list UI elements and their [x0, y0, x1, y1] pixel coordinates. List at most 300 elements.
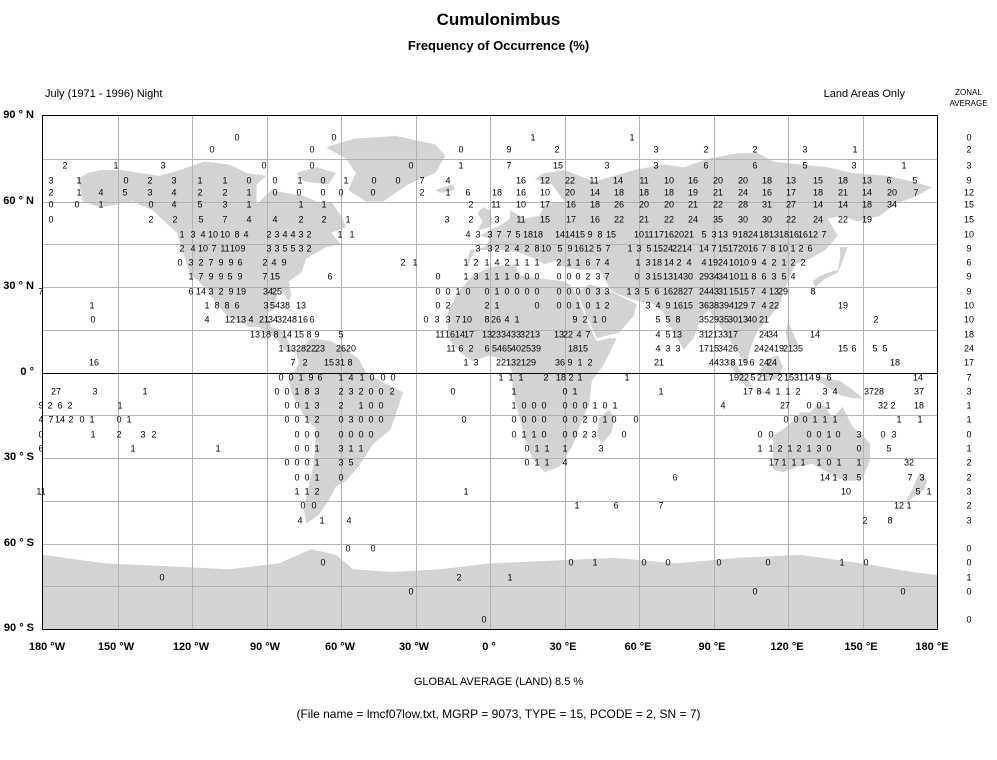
grid-value: 9	[237, 271, 243, 282]
grid-value: 2	[198, 257, 204, 268]
grid-value: 0	[368, 400, 374, 411]
grid-value: 1	[314, 443, 320, 454]
grid-value: 14	[663, 257, 675, 268]
grid-value: 8	[273, 329, 279, 340]
grid-value: 0	[358, 414, 364, 425]
grid-value: 6	[458, 343, 464, 354]
grid-value: 28	[295, 343, 307, 354]
grid-value: 0	[338, 414, 344, 425]
grid-value: 2	[67, 400, 73, 411]
grid-value: 2	[197, 187, 203, 198]
grid-value: 15	[728, 286, 740, 297]
grid-value: 21	[782, 343, 794, 354]
lon-label: 150 °E	[844, 641, 878, 653]
grid-value: 1	[524, 257, 530, 268]
zonal-average-header	[940, 87, 997, 109]
grid-value: 6	[237, 257, 243, 268]
zonal-average-value: 10	[963, 229, 975, 240]
grid-value: 0	[294, 429, 300, 440]
grid-value: 4	[190, 243, 196, 254]
grid-value: 1	[358, 400, 364, 411]
zonal-average-value: 2	[966, 472, 972, 483]
grid-value: 1	[901, 160, 907, 171]
grid-value: 24	[687, 214, 699, 225]
grid-value: 0	[304, 457, 310, 468]
grid-value: 24	[812, 214, 824, 225]
grid-value: 15	[651, 271, 663, 282]
grid-value: 3	[591, 429, 597, 440]
grid-value: 13	[768, 286, 780, 297]
grid-value: 29	[525, 357, 537, 368]
grid-value: 4	[761, 300, 767, 311]
grid-value: 18	[758, 229, 770, 240]
grid-value: 3	[338, 457, 344, 468]
grid-value: 32	[877, 400, 889, 411]
grid-value: 1	[498, 372, 504, 383]
grid-value: 2	[468, 199, 474, 210]
grid-value: 0	[531, 414, 537, 425]
grid-value: 1	[514, 257, 520, 268]
grid-value: 20	[712, 175, 724, 186]
grid-value: 1	[298, 372, 304, 383]
grid-value: 3	[675, 343, 681, 354]
grid-value: 0	[816, 400, 822, 411]
grid-value: 2	[873, 314, 879, 325]
grid-value: 2	[582, 429, 588, 440]
grid-value: 44	[708, 357, 720, 368]
grid-value: 2	[604, 300, 610, 311]
grid-value: 31	[698, 329, 710, 340]
grid-value: 9	[572, 314, 578, 325]
grid-value: 0	[294, 457, 300, 468]
grid-value: 0	[856, 443, 862, 454]
grid-value: 22	[712, 199, 724, 210]
grid-value: 3	[445, 314, 451, 325]
lon-label: 30 °W	[398, 641, 430, 653]
grid-value: 21	[687, 199, 699, 210]
grid-value: 1	[504, 271, 510, 282]
grid-value: 0	[562, 386, 568, 397]
grid-value: 4	[38, 414, 44, 425]
grid-value: 38	[279, 300, 291, 311]
lon-label: 0 °	[482, 641, 496, 653]
lon-label: 180 °W	[28, 641, 66, 653]
grid-value: 0	[592, 414, 598, 425]
grid-value: 7	[419, 175, 425, 186]
grid-value: 8	[484, 314, 490, 325]
grid-value: 1	[204, 300, 210, 311]
grid-value: 13	[785, 175, 797, 186]
grid-value: 34	[717, 271, 729, 282]
grid-value: 0	[816, 429, 822, 440]
grid-value: 2	[148, 214, 154, 225]
grid-value: 19	[837, 300, 849, 311]
grid-value: 2	[116, 429, 122, 440]
grid-value: 7	[761, 243, 767, 254]
grid-value: 7	[198, 271, 204, 282]
grid-value: 0	[458, 144, 464, 155]
grid-value: 30	[761, 214, 773, 225]
grid-value: 65	[501, 343, 513, 354]
grid-value: 0	[716, 557, 722, 568]
grid-value: 18	[778, 229, 790, 240]
grid-value: 13	[737, 314, 749, 325]
grid-value: 0	[633, 414, 639, 425]
grid-value: 22	[785, 214, 797, 225]
grid-value: 25	[271, 286, 283, 297]
grid-value: 0	[288, 372, 294, 383]
grid-value: 3	[645, 300, 651, 311]
grid-value: 21	[756, 372, 768, 383]
grid-value: 38	[708, 300, 720, 311]
grid-value: 4	[655, 329, 661, 340]
grid-value: 1	[816, 457, 822, 468]
grid-value: 0	[541, 400, 547, 411]
grid-value: 0	[272, 187, 278, 198]
grid-value: 4	[297, 515, 303, 526]
grid-value: 1	[188, 271, 194, 282]
grid-value: 34	[500, 329, 512, 340]
grid-value: 2	[582, 414, 588, 425]
grid-value: 10	[633, 229, 645, 240]
grid-value: 0	[320, 175, 326, 186]
grid-value: 21	[712, 187, 724, 198]
lat-label: 60 ° S	[3, 537, 34, 549]
grid-value: 0	[601, 314, 607, 325]
grid-value: 12	[224, 314, 236, 325]
grid-value: 11	[589, 175, 599, 186]
grid-value: 22	[768, 300, 780, 311]
grid-value: 0	[304, 443, 310, 454]
grid-value: 22	[564, 175, 576, 186]
grid-value: 8	[214, 300, 220, 311]
grid-value: 8	[534, 243, 540, 254]
grid-value: 1	[511, 386, 517, 397]
grid-value: 34	[262, 286, 274, 297]
grid-value: 3	[771, 271, 777, 282]
grid-value: 18	[522, 229, 534, 240]
zonal-average-value: 0	[966, 543, 972, 554]
zonal-average-value: 1	[966, 572, 972, 583]
grid-value: 8	[770, 243, 776, 254]
grid-value: 9	[308, 372, 314, 383]
grid-value: 11	[644, 229, 654, 240]
grid-value: 10	[663, 175, 675, 186]
grid-value: 17	[727, 243, 739, 254]
grid-value: 1	[314, 472, 320, 483]
grid-value: 26	[613, 199, 625, 210]
grid-value: 29	[777, 286, 789, 297]
grid-value: 14	[837, 199, 849, 210]
grid-value: 12	[583, 243, 595, 254]
grid-value: 9	[314, 329, 320, 340]
grid-value: 1	[534, 257, 540, 268]
grid-value: 15	[605, 229, 617, 240]
grid-value: 1	[246, 187, 252, 198]
grid-value: 0	[541, 414, 547, 425]
grid-value: 7	[38, 286, 44, 297]
grid-value: 0	[311, 500, 317, 511]
grid-value: 11	[639, 175, 649, 186]
grid-value: 0	[534, 300, 540, 311]
grid-value: 0	[566, 271, 572, 282]
grid-value: 18	[913, 400, 925, 411]
grid-value: 18	[532, 229, 544, 240]
grid-value: 1	[297, 175, 303, 186]
grid-value: 11	[446, 343, 456, 354]
lat-label: 30 ° S	[3, 451, 34, 463]
lon-label: 90 °W	[249, 641, 281, 653]
grid-value: 14	[698, 243, 710, 254]
zonal-average-value: 3	[966, 386, 972, 397]
grid-value: 8	[306, 329, 312, 340]
grid-value: 1	[577, 372, 583, 383]
grid-value: 3	[494, 214, 500, 225]
grid-value: 5	[655, 314, 661, 325]
grid-value: 33	[718, 357, 730, 368]
grid-value: 7	[222, 214, 228, 225]
grid-value: 8	[756, 386, 762, 397]
grid-value: 0	[465, 286, 471, 297]
grid-value: 3	[160, 160, 166, 171]
zonal-average-value: 9	[966, 286, 972, 297]
zonal-average-value: 3	[966, 515, 972, 526]
grid-value: 0	[304, 472, 310, 483]
grid-value: 5	[665, 314, 671, 325]
grid-value: 16	[573, 243, 585, 254]
grid-value: 0	[541, 429, 547, 440]
grid-value: 3	[645, 257, 651, 268]
grid-value: 0	[524, 457, 530, 468]
grid-value: 0	[752, 586, 758, 597]
grid-value: 7	[585, 329, 591, 340]
grid-value: 7	[658, 500, 664, 511]
grid-value: 3	[856, 429, 862, 440]
zonal-average-value: 3	[966, 160, 972, 171]
grid-value: 4	[171, 187, 177, 198]
zonal-average-value: 18	[963, 329, 975, 340]
grid-value: 5	[701, 229, 707, 240]
grid-value: 1	[530, 132, 536, 143]
zonal-average-value: 1	[966, 414, 972, 425]
grid-value: 2	[862, 515, 868, 526]
grid-value: 5	[665, 329, 671, 340]
grid-value: 2	[585, 271, 591, 282]
grid-value: 2	[890, 400, 896, 411]
grid-value: 4	[701, 257, 707, 268]
grid-value: 6	[807, 243, 813, 254]
grid-value: 18	[491, 187, 503, 198]
grid-value: 0	[783, 414, 789, 425]
grid-value: 21	[653, 357, 665, 368]
grid-value: 9	[208, 271, 214, 282]
grid-value: 30	[737, 214, 749, 225]
grid-value: 15	[812, 175, 824, 186]
grid-value: 5	[290, 243, 296, 254]
zonal-header-line1: ZONAL	[955, 88, 982, 97]
grid-value: 3	[711, 229, 717, 240]
grid-value: 17	[727, 329, 739, 340]
zonal-average-value: 0	[966, 586, 972, 597]
grid-value: 8	[751, 271, 757, 282]
grid-value: 14	[861, 187, 873, 198]
grid-value: 17	[463, 329, 475, 340]
parallel-gridline	[43, 586, 937, 587]
grid-value: 1	[343, 175, 349, 186]
grid-value: 0	[481, 614, 487, 625]
grid-value: 4	[576, 329, 582, 340]
grid-value: 0	[575, 271, 581, 282]
grid-value: 2	[68, 414, 74, 425]
grid-value: 1	[906, 500, 912, 511]
grid-value: 0	[611, 414, 617, 425]
grid-value: 6	[654, 286, 660, 297]
grid-value: 22	[837, 214, 849, 225]
grid-value: 3	[434, 314, 440, 325]
grid-value: 0	[370, 543, 376, 554]
grid-value: 0	[562, 429, 568, 440]
zonal-average-value: 2	[966, 457, 972, 468]
grid-value: 1	[757, 443, 763, 454]
grid-value: 1	[142, 386, 148, 397]
zonal-average-value: 0	[966, 557, 972, 568]
grid-value: 1	[574, 500, 580, 511]
grid-value: 20	[564, 187, 576, 198]
grid-value: 2	[47, 400, 53, 411]
grid-value: 1	[592, 314, 598, 325]
grid-value: 1	[514, 314, 520, 325]
grid-value: 3	[595, 271, 601, 282]
zonal-average-value: 24	[963, 343, 975, 354]
grid-value: 0	[148, 199, 154, 210]
grid-value: 1	[314, 457, 320, 468]
grid-value: 1	[463, 486, 469, 497]
grid-value: 3	[634, 286, 640, 297]
grid-value: 2	[222, 187, 228, 198]
grid-value: 19	[737, 357, 749, 368]
grid-value: 21	[638, 214, 650, 225]
grid-value: 5	[856, 472, 862, 483]
zonal-average-value: 2	[966, 144, 972, 155]
grid-value: 5	[596, 243, 602, 254]
grid-value: 0	[562, 400, 568, 411]
grid-value: 3	[475, 243, 481, 254]
grid-value: 1	[321, 199, 327, 210]
grid-value: 0	[634, 271, 640, 282]
grid-value: 4	[271, 257, 277, 268]
grid-value: 16	[687, 175, 699, 186]
grid-value: 4	[246, 214, 252, 225]
grid-value: 1	[544, 443, 550, 454]
grid-value: 1	[577, 357, 583, 368]
grid-value: 16	[788, 229, 800, 240]
lon-label: 60 °W	[324, 641, 356, 653]
grid-value: 13	[285, 343, 297, 354]
grid-value: 2	[266, 229, 272, 240]
grid-value: 0	[304, 429, 310, 440]
grid-value: 0	[294, 443, 300, 454]
zonal-average-value: 2	[966, 500, 972, 511]
grid-value: 1	[445, 187, 451, 198]
grid-value: 4	[761, 286, 767, 297]
grid-value: 15	[323, 357, 335, 368]
zonal-average-value: 15	[963, 214, 975, 225]
grid-value: 35	[712, 214, 724, 225]
zonal-average-value: 12	[963, 187, 975, 198]
zonal-average-value: 7	[966, 372, 972, 383]
grid-value: 1	[246, 199, 252, 210]
grid-value: 1	[602, 414, 608, 425]
grid-value: 14	[912, 372, 924, 383]
global-average-label: GLOBAL AVERAGE (LAND) 8.5 %	[413, 676, 584, 688]
grid-value: 24	[698, 286, 710, 297]
land-shape	[326, 132, 445, 202]
grid-value: 3	[653, 144, 659, 155]
grid-value: 3	[147, 187, 153, 198]
grid-value: 16	[565, 199, 577, 210]
grid-value: 3	[487, 229, 493, 240]
grid-value: 0	[521, 414, 527, 425]
zonal-average-value: 1	[966, 400, 972, 411]
grid-value: 3	[140, 429, 146, 440]
grid-value: 0	[371, 175, 377, 186]
grid-value: 21	[758, 314, 770, 325]
grid-value: 21	[515, 357, 527, 368]
grid-value: 1	[98, 199, 104, 210]
page-title: Cumulonimbus	[436, 10, 561, 29]
zonal-average-value: 10	[963, 300, 975, 311]
grid-value: 1	[785, 386, 791, 397]
parallel-gridline	[43, 501, 937, 502]
grid-value: 25	[520, 343, 532, 354]
grid-value: 28	[737, 199, 749, 210]
grid-value: 1	[825, 400, 831, 411]
grid-value: 3	[636, 243, 642, 254]
grid-value: 3	[298, 243, 304, 254]
grid-value: 2	[468, 214, 474, 225]
grid-value: 0	[835, 429, 841, 440]
grid-value: 7	[290, 357, 296, 368]
grid-value: 9	[506, 144, 512, 155]
grid-value: 1	[484, 257, 490, 268]
grid-value: 5	[912, 175, 918, 186]
grid-value: 18	[761, 175, 773, 186]
zonal-average-value: 0	[966, 132, 972, 143]
grid-value: 35	[718, 314, 730, 325]
grid-value: 2	[306, 229, 312, 240]
grid-value: 7	[750, 300, 756, 311]
grid-value: 6	[613, 500, 619, 511]
grid-value: 1	[294, 486, 300, 497]
grid-value: 6	[465, 187, 471, 198]
grid-value: 0	[378, 400, 384, 411]
grid-value: 22	[671, 243, 683, 254]
grid-value: 0	[294, 414, 300, 425]
grid-value: 15	[652, 243, 664, 254]
grid-value: 1	[812, 414, 818, 425]
grid-value: 16	[589, 214, 601, 225]
grid-value: 0	[309, 160, 315, 171]
grid-value: 1	[518, 372, 524, 383]
grid-value: 5	[348, 457, 354, 468]
grid-value: 0	[284, 386, 290, 397]
grid-value: 8	[887, 515, 893, 526]
grid-value: 3	[190, 229, 196, 240]
grid-value: 31	[793, 372, 805, 383]
grid-value: 0	[461, 414, 467, 425]
coverage-label: Land Areas Only	[823, 88, 905, 100]
grid-value: 0	[602, 400, 608, 411]
